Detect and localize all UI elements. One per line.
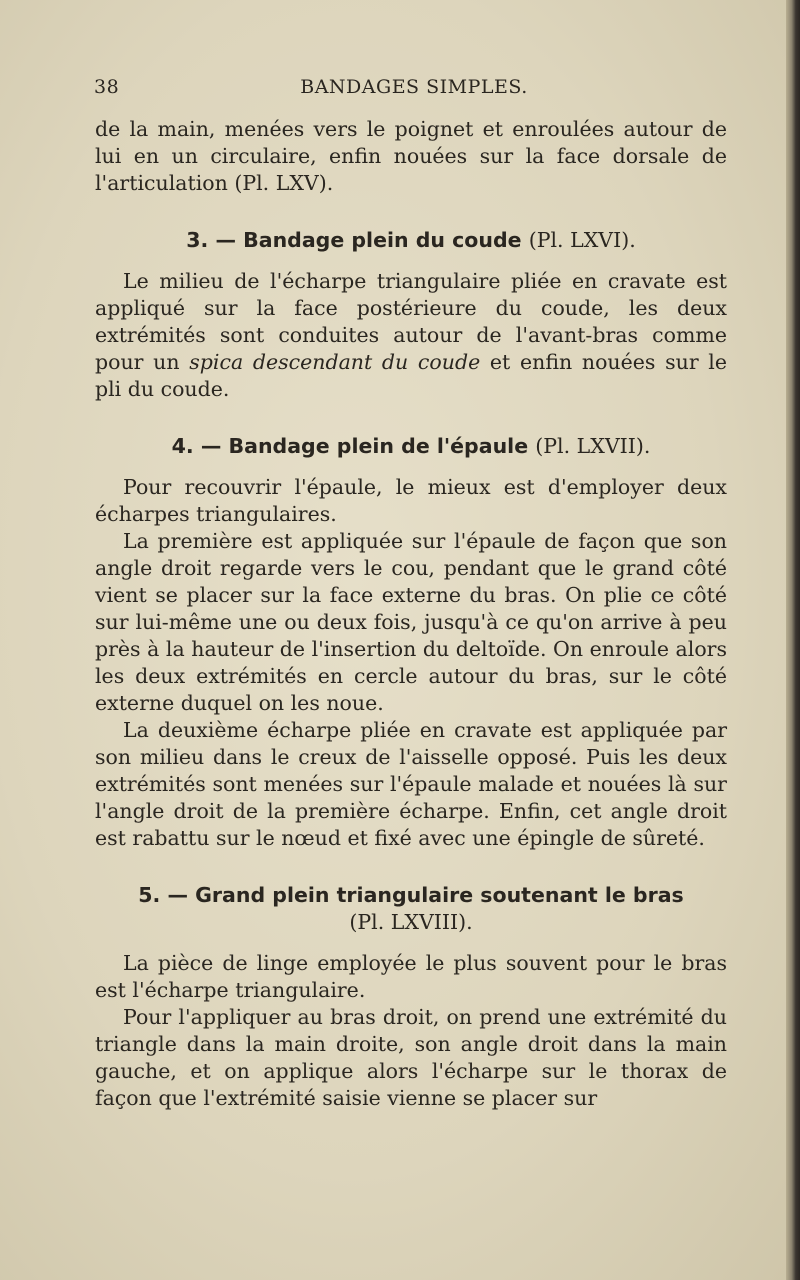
section-4-paragraph-2: La première est appliquée sur l'épaule de façon que son angle droit regarde vers le cou, pendant que le grand côté vient se placer sur la face externe du bras. On plie ce côté sur lui-même une ou deux fois, jusqu'à ce qu'on arrive à peu près à la hauteur de l'insertion du deltoïde. On enroule alors les deux extrémités en cercle autour du bras, sur le côté externe duquel on les noue. <box>95 529 727 715</box>
section-3-number: 3. — <box>186 228 236 252</box>
section-4-title: Bandage plein de l'épaule <box>228 434 529 458</box>
page-edge-shadow <box>786 0 800 1280</box>
section-5-paragraph-1: La pièce de linge employée le plus souvent pour le bras est l'écharpe triangulaire. <box>95 951 727 1002</box>
section-4-paragraph-3: La deuxième écharpe pliée en cravate est appliquée par son milieu dans le creux de l'aisselle opposé. Puis les deux extrémités sont menées sur l'épaule malade et nouées là sur l'angle droit de la première écharpe. Enfin, cet angle droit est rabattu sur le nœud et fixé avec une épingle de sûreté. <box>95 718 727 850</box>
section-5-ref: (Pl. LXVIII). <box>349 910 473 934</box>
intro-paragraph: de la main, menées vers le poignet et enroulées autour de lui en un circulaire, enfin nouées sur la face dorsale de l'articulation (Pl. LXV). <box>95 117 727 195</box>
section-3-title: Bandage plein du coude <box>243 228 522 252</box>
page-content <box>95 116 727 1112</box>
section-3-heading <box>95 227 727 254</box>
section-5-heading <box>95 882 727 936</box>
spica-term: spica descendant du coude <box>189 350 481 374</box>
section-4-number: 4. — <box>171 434 222 458</box>
section-4-ref: (Pl. LXVII). <box>535 434 651 458</box>
running-header <box>94 76 734 102</box>
page-number: 38 <box>94 76 120 98</box>
section-5-paragraph-2: Pour l'appliquer au bras droit, on prend une extrémité du triangle dans la main droite, son angle droit dans la main gauche, et on applique alors l'écharpe sur le thorax de façon que l'extrémité saisie vienne se placer sur <box>95 1005 727 1110</box>
section-4-heading <box>95 433 727 460</box>
section-5-title: Grand plein triangulaire soutenant le bras <box>195 883 684 907</box>
running-title: BANDAGES SIMPLES. <box>300 76 528 98</box>
section-3-ref: (Pl. LXVI). <box>528 228 636 252</box>
section-3-paragraph: Le milieu de l'écharpe triangulaire pliée en cravate est appliqué sur la face postérieure du coude, les deux extrémités sont conduites autour de l'avant-bras comme pour un spica descendant du coude et enfin nouées sur le pli du coude. <box>95 269 727 401</box>
section-4-paragraph-1: Pour recouvrir l'épaule, le mieux est d'employer deux écharpes triangulaires. <box>95 475 727 526</box>
section-5-number: 5. — <box>138 883 188 907</box>
